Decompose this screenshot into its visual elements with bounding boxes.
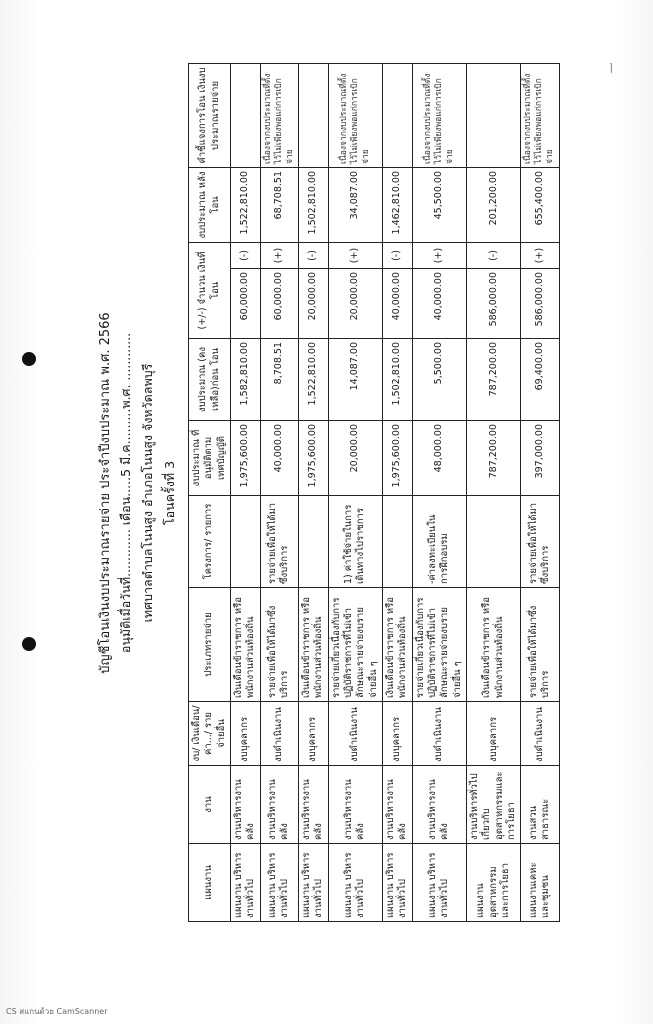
approval-line: อนุมัติเมื่อวันที่............ เดือน.....5 มี.ค.........พ.ศ. ............ (118, 332, 133, 654)
cell-item-type: เงินเดือนข้าราชการ หรือพนักงานส่วนท้องถิ่น (231, 588, 261, 702)
cell-budget-approved: 48,000.00 (412, 421, 466, 496)
cell-transfer-amount: 586,000.00 (521, 269, 559, 339)
cell-budget-approved: 1,975,600.00 (298, 421, 328, 496)
header-project: โครงการ/ รายการ (189, 496, 231, 588)
header-budget-remaining: งบประมาณ (คงเหลือ)ก่อน โอน (189, 339, 231, 421)
cell-item-type: รายจ่ายเกี่ยวเนื่องกับการปฏิบัติราชการที่ไม่เข้าลักษณะรายจ่ายงบรายจ่ายอื่น ๆ (412, 588, 466, 702)
budget-transfer-table (188, 63, 560, 922)
cell-category: งบบุคลากร (298, 702, 328, 766)
header-transfer-amount: (+/-) จำนวน เงินที่โอน (189, 243, 231, 339)
header-category: งบ/ เงินเดือน/ ค่า.../ รายจ่ายอื่น (189, 702, 231, 766)
cell-plan: แผนงาน บริหารงานทั่วไป (412, 844, 466, 922)
cell-transfer-amount: 60,000.00 (231, 269, 261, 339)
cell-budget-after: 1,522,810.00 (231, 168, 261, 243)
organization-name: เทศบาลตำบลโนนสูง อำเภอโนนสูง จังหวัดลพบุรี (140, 363, 155, 623)
cell-project: รายจ่ายเพื่อให้ได้มาซึ่งบริการ (521, 496, 559, 588)
cell-budget-after: 1,462,810.00 (382, 168, 412, 243)
cell-reason: เนื่องจากงบประมาณที่ตั้งไว้ไม่เพียงพอแก่การเบิกจ่าย (328, 64, 382, 168)
header-budget-after: งบประมาณ หลังโอน (189, 168, 231, 243)
cell-reason: เนื่องจากงบประมาณที่ตั้งไว้ไม่เพียงพอแก่การเบิกจ่าย (521, 64, 559, 168)
cell-budget-approved: 40,000.00 (260, 421, 298, 496)
table-row (298, 64, 328, 922)
cell-plan: แผนงานเคหะและชุมชน (521, 844, 559, 922)
cell-transfer-sign: (+) (521, 243, 559, 269)
cell-work: งานบริหารงานคลัง (328, 766, 382, 844)
cell-transfer-sign: (-) (298, 243, 328, 269)
cell-transfer-sign: (-) (382, 243, 412, 269)
cell-budget-approved: 1,975,600.00 (382, 421, 412, 496)
cell-reason: เนื่องจากงบประมาณที่ตั้งไว้ไม่เพียงพอแก่การเบิกจ่าย (260, 64, 298, 168)
cell-category: งบดำเนินงาน (260, 702, 298, 766)
scanner-watermark: CS สแกนด้วย CamScanner (6, 1007, 108, 1016)
cell-budget-remaining: 14,087.00 (328, 339, 382, 421)
cell-budget-remaining: 69,400.00 (521, 339, 559, 421)
cell-reason (382, 64, 412, 168)
cell-budget-after: 45,500.00 (412, 168, 466, 243)
cell-work: งานสวนสาธารณะ (521, 766, 559, 844)
cell-transfer-sign: (+) (260, 243, 298, 269)
cell-category: งบบุคลากร (466, 702, 520, 766)
cell-project (382, 496, 412, 588)
cell-budget-remaining: 787,200.00 (466, 339, 520, 421)
rotated-document (86, 60, 566, 926)
table-row (328, 64, 382, 922)
table-row (260, 64, 298, 922)
cell-budget-after: 1,502,810.00 (298, 168, 328, 243)
cell-transfer-sign: (+) (328, 243, 382, 269)
cell-budget-after: 655,400.00 (521, 168, 559, 243)
cell-category: งบดำเนินงาน (521, 702, 559, 766)
cell-budget-remaining: 5,500.00 (412, 339, 466, 421)
cell-work: งานบริหารงานคลัง (260, 766, 298, 844)
table-header-row (189, 64, 231, 922)
cell-budget-approved: 1,975,600.00 (231, 421, 261, 496)
punch-hole-icon (22, 637, 36, 651)
cell-transfer-amount: 586,000.00 (466, 269, 520, 339)
cell-transfer-sign: (-) (231, 243, 261, 269)
cell-transfer-sign: (-) (466, 243, 520, 269)
cell-work: งานบริหารทั่วไปเกี่ยวกับอุตสาหกรรมและการโยธา (466, 766, 520, 844)
cell-reason: เนื่องจากงบประมาณที่ตั้งไว้ไม่เพียงพอแก่การเบิกจ่าย (412, 64, 466, 168)
cell-work: งานบริหารงานคลัง (412, 766, 466, 844)
cell-item-type: เงินเดือนข้าราชการ หรือพนักงานส่วนท้องถิ่น (382, 588, 412, 702)
header-work: งาน (189, 766, 231, 844)
cell-category: งบดำเนินงาน (328, 702, 382, 766)
cell-project: รายจ่ายเพื่อให้ได้มาซึ่งบริการ (260, 496, 298, 588)
cell-category: งบดำเนินงาน (412, 702, 466, 766)
edge-mark: ㅣ (606, 62, 617, 75)
cell-budget-after: 201,200.00 (466, 168, 520, 243)
cell-plan: แผนงาน บริหารงานทั่วไป (382, 844, 412, 922)
cell-budget-remaining: 1,582,810.00 (231, 339, 261, 421)
cell-plan: แผนงาน บริหารงานทั่วไป (231, 844, 261, 922)
cell-work: งานบริหารงานคลัง (298, 766, 328, 844)
cell-project: 1) ค่าใช้จ่ายในการเดินทางไปราชการ (328, 496, 382, 588)
cell-category: งบบุคลากร (382, 702, 412, 766)
table-row (231, 64, 261, 922)
cell-plan: แผนงาน บริหารงานทั่วไป (260, 844, 298, 922)
cell-budget-remaining: 8,708.51 (260, 339, 298, 421)
cell-plan: แผนงาน บริหารงานทั่วไป (328, 844, 382, 922)
cell-project (231, 496, 261, 588)
cell-plan: แผนงาน อุตสาหกรรม และการโยธา (466, 844, 520, 922)
document-title: บัญชีโอนเงินงบประมาณรายจ่าย ประจำปีงบประมาณ พ.ศ. 2566 (98, 312, 113, 674)
table-row (521, 64, 559, 922)
cell-transfer-amount: 60,000.00 (260, 269, 298, 339)
cell-work: งานบริหารงานคลัง (231, 766, 261, 844)
cell-plan: แผนงาน บริหารงานทั่วไป (298, 844, 328, 922)
cell-transfer-amount: 40,000.00 (412, 269, 466, 339)
cell-project: -ค่าลงทะเบียนในการฝึกอบรม (412, 496, 466, 588)
table-row (412, 64, 466, 922)
cell-project (298, 496, 328, 588)
cell-reason (298, 64, 328, 168)
cell-item-type: เงินเดือนข้าราชการ หรือพนักงานส่วนท้องถิ่น (466, 588, 520, 702)
cell-work: งานบริหารงานคลัง (382, 766, 412, 844)
header-plan: แผนงาน (189, 844, 231, 922)
cell-budget-remaining: 1,502,810.00 (382, 339, 412, 421)
cell-transfer-amount: 40,000.00 (382, 269, 412, 339)
cell-transfer-amount: 20,000.00 (328, 269, 382, 339)
cell-item-type: รายจ่ายเกี่ยวเนื่องกับการปฏิบัติราชการที่ไม่เข้าลักษณะรายจ่ายงบรายจ่ายอื่น ๆ (328, 588, 382, 702)
cell-transfer-sign: (+) (412, 243, 466, 269)
document-header (86, 60, 186, 926)
cell-reason (466, 64, 520, 168)
cell-item-type: เงินเดือนข้าราชการ หรือพนักงานส่วนท้องถิ่น (298, 588, 328, 702)
cell-budget-remaining: 1,522,810.00 (298, 339, 328, 421)
cell-budget-approved: 20,000.00 (328, 421, 382, 496)
cell-budget-after: 68,708.51 (260, 168, 298, 243)
table-row (466, 64, 520, 922)
cell-item-type: รายจ่ายเพื่อให้ได้มาซึ่งบริการ (521, 588, 559, 702)
cell-project (466, 496, 520, 588)
header-reason: คำชี้แจงการโอน เงินงบประมาณรายจ่าย (189, 64, 231, 168)
cell-category: งบบุคลากร (231, 702, 261, 766)
cell-transfer-amount: 20,000.00 (298, 269, 328, 339)
cell-budget-after: 34,087.00 (328, 168, 382, 243)
header-item-type: ประเภทรายจ่าย (189, 588, 231, 702)
cell-budget-approved: 397,000.00 (521, 421, 559, 496)
cell-item-type: รายจ่ายเพื่อให้ได้มาซึ่งบริการ (260, 588, 298, 702)
transfer-number: โอนครั้งที่ 3 (162, 460, 177, 526)
cell-budget-approved: 787,200.00 (466, 421, 520, 496)
punch-hole-icon (22, 352, 36, 366)
header-budget-approved: งบประมาณ ที่อนุมัติตาม เทศบัญญัติ (189, 421, 231, 496)
cell-reason (231, 64, 261, 168)
table-row (382, 64, 412, 922)
